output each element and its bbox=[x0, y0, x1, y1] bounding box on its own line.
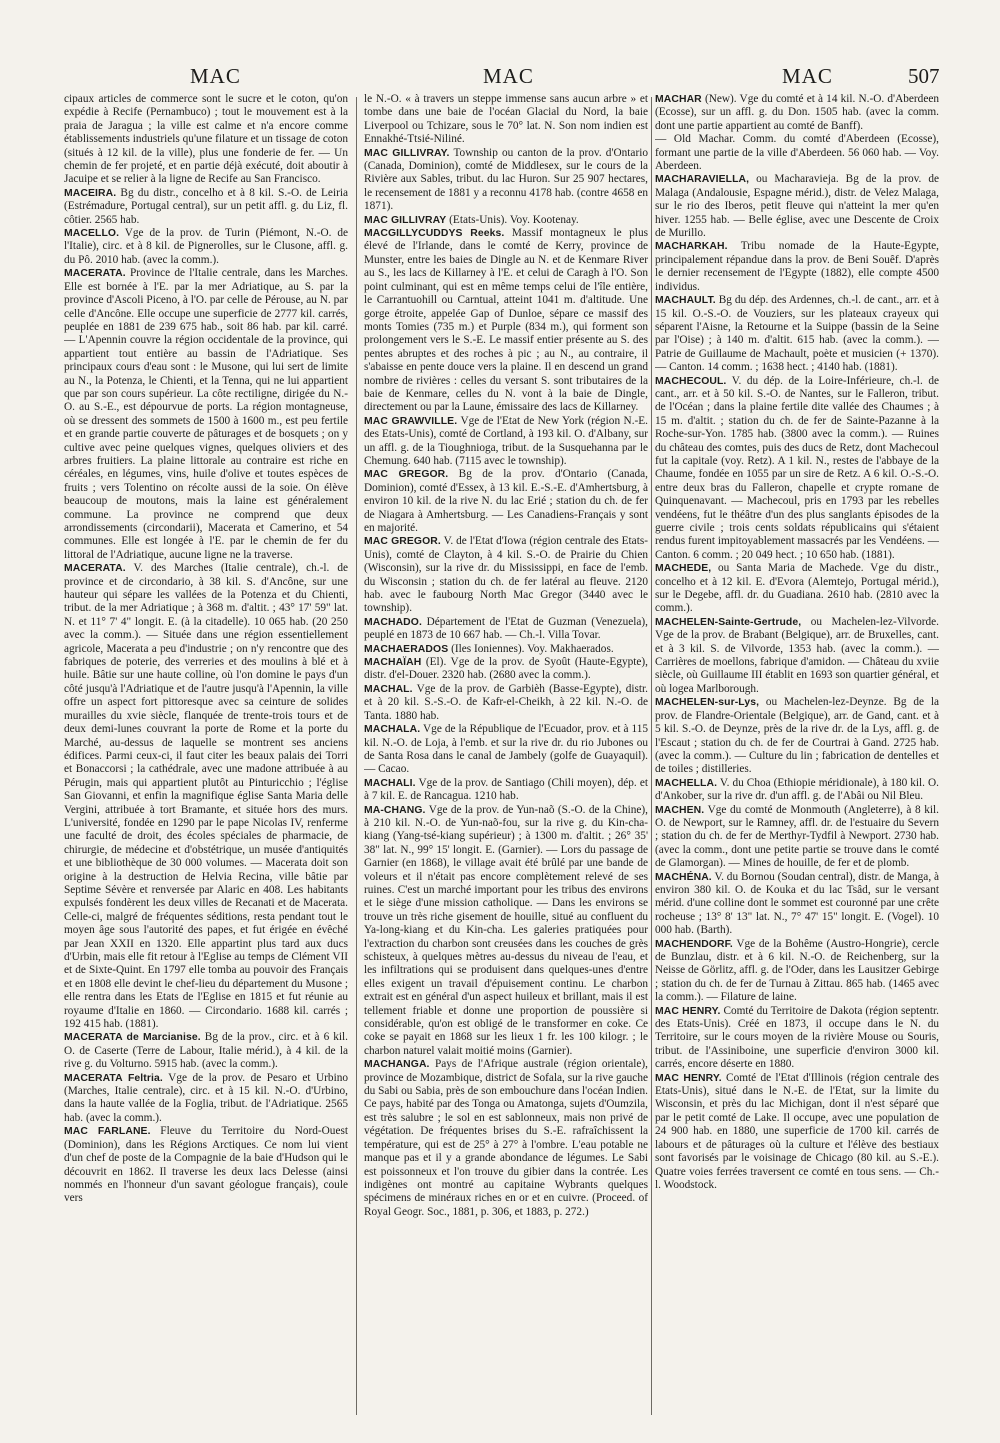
running-head-left: MAC bbox=[190, 64, 241, 88]
dictionary-entry bbox=[655, 871, 939, 938]
entry-headword: MACERATA. bbox=[64, 268, 126, 280]
entry-text: Tribu nomade de la Haute-Egypte, principalement répandue dans la prov. de Beni Souêf. D'après le dernier recensement de l'Egypte (1882), elle compte 4500 individus. bbox=[655, 240, 939, 293]
dictionary-entry bbox=[64, 93, 348, 187]
entry-headword: MAC GREGOR. bbox=[364, 536, 441, 548]
entry-text: Fleuve du Territoire du Nord-Ouest (Dominion), dans les Régions Arctiques. Ce nom lui vient d'un chef de poste de la Compagnie de la baie d'Hudson qui le découvrit en 1862. Il traverse les deux lacs Delesse (ainsi nommés en l'honneur d'un savant géologue français), coule vers bbox=[64, 1125, 348, 1205]
dictionary-entry bbox=[364, 723, 648, 777]
entry-text: le N.-O. « à travers un steppe immense sans aucun arbre » et tombe dans une baie de l'océan Glacial du Nord, la baie Liverpool ou Tchizare, sous le 70° lat. N. Son nom indien est Ennakhé-Ttsié-Niliné. bbox=[364, 93, 648, 146]
entry-text: Vge de la prov. de Yun-naõ (S.-O. de la Chine), à 210 kil. N.-O. de Yun-naõ-fou, sur la rive g. du Kin-cha-kiang (Yang-tsé-kiang supérieur) ; à 1300 m. d'altit. ; 26° 35' 38" lat. N., 99° 15' longit. E. (Garnier). — Lors du passage de Garnier (en 1868), le village avait été brûlé par une bande de voleurs et il n'était pas encore complètement relevé de ses ruines. C'est un marché important pour les tribus des environs et le siège d'une mission catholique. — Dans les environs se trouve un très riche gisement de houille, situé au confluent du Ya-long-kiang et du Kin-cha. Les galeries pratiquées pour l'extraction du charbon sont creusées dans les couches de grès schisteux, à quelques mètres au-dessus du niveau de l'eau, et les infiltrations qui se produisent dans quelques-unes d'entre elles exigent un travail d'épuisement continu. Le charbon extrait est en général d'un aspect huileux et brillant, mais il est tellement friable et donne une proportion de poussière si considérable, qu'on est obligé de le transformer en coke. Ce coke se payait en 1868 sur les lieux 1 fr. les 100 kilogr. ; le charbon naturel valait moitié moins (Garnier). bbox=[364, 803, 648, 1057]
entry-text: (El). Vge de la prov. de Syoût (Haute-Egypte), distr. d'el-Douer. 2320 hab. (2680 avec la comm.). bbox=[364, 656, 648, 682]
entry-headword: MACEIRA. bbox=[64, 187, 117, 199]
dictionary-entry bbox=[655, 93, 939, 133]
entry-headword: MACHARAVIELLA, bbox=[655, 174, 750, 186]
dictionary-entry bbox=[364, 214, 648, 227]
entry-text: (New). Vge du comté et à 14 kil. N.-O. d'Aberdeen (Ecosse), sur un affl. g. du Don. 1505 hab. (avec la comm. dont une partie appartient au comté de Banff). bbox=[655, 93, 939, 132]
dictionary-entry bbox=[655, 375, 939, 563]
entry-headword: MACHANGA. bbox=[364, 1059, 430, 1071]
entry-headword: MACHAULT. bbox=[655, 295, 716, 307]
entry-text: Bg du dép. des Ardennes, ch.-l. de cant., arr. et à 15 kil. O.-S.-O. de Vouziers, sur les plateaux crayeux qui séparent l'Aisne, la Retourne et la Suippe (bassin de la Seine par l'Oise) ; à 140 m. d'altit. 615 hab. (avec la comm.). — Patrie de Guillaume de Machault, poète et musicien (+ 1370). — Canton. 14 comm. ; 1638 hect. ; 4140 hab. (1881). bbox=[655, 294, 939, 374]
entry-headword: MACHAERADOS bbox=[364, 643, 449, 655]
entry-text: Vge de la Bohême (Austro-Hongrie), cercle de Bunzlau, distr. et à 6 kil. N.-O. de Reichenberg, sur la Neisse de Görlitz, affl. g. de l'Oder, dans les Lausitzer Gebirge ; station du ch. de fer de Turnau à Zittau. 865 hab. (1465 avec la comm.). — Filature de laine. bbox=[655, 937, 939, 1004]
dictionary-entry bbox=[64, 1125, 348, 1205]
dictionary-entry bbox=[364, 643, 648, 656]
entry-headword: MACHAL. bbox=[364, 683, 413, 695]
dictionary-entry bbox=[364, 1058, 648, 1219]
dictionary-entry bbox=[655, 133, 939, 173]
entry-text: Bg du distr., concelho et à 8 kil. S.-O. de Leiria (Estrémadure, Portugal central), sur un petit affl. g. du Liz, fl. côtier. 2565 hab. bbox=[64, 186, 348, 226]
column-right bbox=[655, 93, 939, 1418]
dictionary-entry bbox=[655, 1005, 939, 1072]
entry-headword: MAC GILLIVRAY bbox=[364, 214, 447, 226]
entry-headword: MACHEDE, bbox=[655, 563, 712, 575]
entry-headword: MAC GRAWVILLE. bbox=[364, 415, 458, 427]
column-divider bbox=[356, 97, 357, 1415]
column-divider bbox=[651, 97, 652, 1415]
entry-headword: MACHÉNA. bbox=[655, 871, 712, 883]
dictionary-entry bbox=[64, 227, 348, 267]
entry-headword: MACHELLA. bbox=[655, 777, 718, 789]
entry-text: — Old Machar. Comm. du comté d'Aberdeen (Ecosse), formant une partie de la ville d'Aberdeen. 56 060 hab. — Voy. Aberdeen. bbox=[655, 133, 939, 173]
dictionary-entry bbox=[64, 267, 348, 562]
entry-text: ou Santa Maria de Machede. Vge du distr., concelho et à 12 kil. E. d'Evora (Alemtejo, Portugal mérid.), sur le Degebe, affl. dr. du Guadiana. 2610 hab. (2810 avec la comm.). bbox=[655, 562, 939, 615]
entry-headword: MACHAÏAH bbox=[364, 657, 422, 669]
dictionary-entry bbox=[655, 777, 939, 804]
dictionary-entry bbox=[364, 777, 648, 804]
dictionary-entry bbox=[364, 147, 648, 214]
dictionary-entry bbox=[655, 294, 939, 374]
entry-headword: MACHARKAH. bbox=[655, 241, 728, 253]
dictionary-entry bbox=[364, 683, 648, 723]
entry-text: V. du Choa (Ethiopie méridionale), à 180 kil. O. d'Ankober, sur la rive dr. d'un affl. g. de l'Abâi ou Nil Bleu. bbox=[655, 776, 939, 803]
entry-headword: MACHELEN-Sainte-Gertrude, bbox=[655, 616, 802, 628]
entry-text: Massif montagneux le plus élevé de l'Irlande, dans le comté de Kerry, province de Munster, entre les baies de Dingle au N. et de Kenmare River au S., les lacs de Killarney à l'E. et celui de Caragh à l'O. Son point culminant, qui est en même temps celui de l'île entière, le Carrantuohill ou Carntual, atteint 1041 m. d'altitude. Une gorge étroite, appelée Gap of Dunloe, sépare ce massif des monts Tomies (735 m.) et Purple (834 m.), qui forment son prolongement vers le S.-E. Le massif entier présente au S. des pentes abruptes et des roches à pic ; au N., au contraire, il s'abaisse en pente douce vers la plaine. Il en descend un grand nombre de rivières : celles du versant S. sont tributaires de la baie de Kenmare, celles du N. vont à la baie de Dingle, directement ou par la Laune, émissaire des lacs de Killarney. bbox=[364, 227, 648, 414]
running-head-center: MAC bbox=[483, 64, 534, 88]
entry-headword: MACHALI. bbox=[364, 777, 416, 789]
entry-text: Vge du comté de Monmouth (Angleterre), à 8 kil. O. de Newport, sur le Ramney, affl. dr. de l'estuaire du Severn ; station du ch. de fer de Merthyr-Tydfil à Newport. 2730 hab. (avec la comm., dont une petite partie se trouve dans le comté de Glamorgan). — Mines de houille, de fer et de plomb. bbox=[655, 803, 939, 870]
dictionary-entry bbox=[655, 696, 939, 776]
running-head-right: MAC bbox=[782, 64, 833, 88]
entry-text: (Etats-Unis). Voy. Kootenay. bbox=[449, 213, 579, 226]
dictionary-entry bbox=[655, 1072, 939, 1193]
dictionary-entry bbox=[364, 535, 648, 615]
entry-headword: MACHADO. bbox=[364, 616, 422, 628]
column-left bbox=[64, 93, 348, 1418]
dictionary-entry bbox=[655, 616, 939, 696]
dictionary-entry bbox=[64, 187, 348, 227]
entry-headword: MA-CHANG. bbox=[364, 804, 426, 816]
running-header bbox=[0, 64, 1000, 90]
entry-text: Vge de la prov. de Santiago (Chili moyen), dép. et à 7 kil. E. de Rancagua. 1210 hab. bbox=[364, 776, 648, 803]
entry-text: ou Machelen-lez-Deynze. Bg de la prov. de Flandre-Orientale (Belgique), arr. de Gand, cant. et à 5 kil. S.-O. de Deynze, près de la rive dr. de la Lys, affl. g. de l'Escaut ; station du ch. de fer de Courtrai à Gand. 2725 hab. (avec la comm.). — Culture du lin ; fabrication de dentelles et de toiles ; distilleries. bbox=[655, 696, 939, 776]
entry-text: V. du Bornou (Soudan central), distr. de Manga, à environ 380 kil. O. de Kouka et du lac Tsâd, sur le versant mérid. d'une colline dont le sommet est couronné par une crête rocheuse ; 13° 8' 13" lat. N., 7° 47' 15" longit. E. (Vogel). 10 000 hab. (Barth). bbox=[655, 870, 939, 937]
dictionary-entry bbox=[655, 240, 939, 294]
entry-headword: MACERATA de Marcianise. bbox=[64, 1032, 201, 1044]
entry-text: Province de l'Italie centrale, dans les Marches. Elle est bornée à l'E. par la mer Adriatique, au S. par la province d'Ascoli Piceno, à l'O. par celle de Pérouse, au N. par celle d'Ancône. Elle occupe une superficie de 2777 kil. carrés, peuplée en 1881 de 239 675 hab., soit 86 hab. par kil. carré. — L'Apennin couvre la région occidentale de la province, qui appartient tout entière au bassin de l'Adriatique. Ses principaux cours d'eau sont : le Musone, qui lui sert de limite au N., la Potenza, le Chienti, et la Tenna, qui ne lui appartient que par son cours supérieur. La côte rectiligne, dirigée du N.-O. au S.-E., est dépourvue de ports. La région montagneuse, où se dressent des sommets de 1500 à 1600 m., est peu fertile et en grande partie couverte de pâturages et de bosquets ; on y cultive avec peine quelques vignes, quelques oliviers et des arbres fruitiers. La plaine littorale au contraire est riche en céréales, en légumes, vins, huile d'olive et toutes espèces de fruits ; vers Tolentino on récolte aussi de la soie. On élève beaucoup de moutons, mais la laine est généralement commune. La province ne comprend que deux arrondissements (circondarii), Macerata et Camerino, et 54 communes. Elle est longée à l'E. par le chemin de fer du littoral de l'Adriatique, aucune ligne ne la traverse. bbox=[64, 267, 348, 561]
entry-text: cipaux articles de commerce sont le sucre et le coton, qu'on expédie à Recife (Pernambuco) ; tout le mouvement est à la praia de Jaragua ; la ville est calme et n'a encore comme établissements industriels qu'une filature et un tissage de coton (situés à 12 kil. de la ville), plus une fonderie de fer. — Un chemin de fer projeté, et en partie déjà exécuté, doit aboutir à Jacuipe et se relier à la ligne de Recife au San Francisco. bbox=[64, 93, 348, 186]
entry-text: Pays de l'Afrique australe (région orientale), province de Mozambique, district de Sofala, sur la rive gauche du Sabi ou Sabia, près de son embouchure dans l'océan Indien. Ce pays, habité par des Tonga ou Amatonga, sujets d'Oumzila, est très salubre ; le sol en est sablonneux, mais non privé de végétation. De fréquentes brises du S.-E. rafraîchissent la température, qui est de 25° à 27° à l'ombre. L'eau potable ne manque pas et il y a grande abondance de légumes. Le Sabi est poissonneux et l'on trouve du gibier dans la contrée. Les indigènes ont montré au capitaine Wybrants quelques spécimens de minéraux riches en or et en cuivre. (Proceed. of Royal Geogr. Soc., 1881, p. 306, et 1883, p. 272.) bbox=[364, 1058, 648, 1218]
entry-headword: MACHALA. bbox=[364, 724, 421, 736]
entry-text: ou Machelen-lez-Vilvorde. Vge de la prov. de Brabant (Belgique), arr. de Bruxelles, cant. et à 3 kil. S. de Vilvorde, 1353 hab. (avec la comm.). — Carrières de moellons, fabrique d'amidon. — Château du xviie siècle, où Guillaume III établit en 1693 son quartier général, et où logea Marlborough. bbox=[655, 615, 939, 695]
entry-text: Vge de la prov. de Pesaro et Urbino (Marches, Italie centrale), circ. et à 15 kil. N.-O. d'Urbino, dans la haute vallée de la Foglia, tribut. de l'Adriatique. 2565 hab. (avec la comm.). bbox=[64, 1071, 348, 1124]
entry-headword: MAC GREGOR. bbox=[364, 469, 449, 481]
entry-text: (Iles Ioniennes). Voy. Makhaerados. bbox=[451, 642, 614, 655]
dictionary-entry bbox=[364, 656, 648, 683]
entry-text: V. de l'Etat d'Iowa (région centrale des Etats-Unis), comté de Clayton, à 4 kil. S.-O. de Prairie du Chien (Wisconsin), sur la rive dr. du Mississippi, en face de l'emb. du Wisconsin ; station du ch. de fer latéral au fleuve. 2120 hab. avec le faubourg North Mac Gregor (3440 avec le township). bbox=[364, 535, 648, 615]
entry-text: Vge de l'Etat de New York (région N.-E. des Etats-Unis), comté de Cortland, à 193 kil. O. d'Albany, sur un affl. g. de la Tioughnioga, tribut. de la Susquehanna par le Chemung. 640 hab. (7115 avec le township). bbox=[364, 414, 648, 467]
dictionary-entry bbox=[364, 616, 648, 643]
dictionary-entry bbox=[655, 562, 939, 616]
entry-headword: MACERATA. bbox=[64, 563, 126, 575]
entry-headword: MACHELEN-sur-Lys, bbox=[655, 697, 760, 709]
entry-headword: MACERATA Feltria. bbox=[64, 1072, 163, 1084]
entry-text: Comté de l'Etat d'Illinois (région centrale des Etats-Unis), situé dans le N.-E. de l'Etat, sur la limite du Wisconsin, et près du lac Michigan, dont il n'est séparé que par le petit comté de Lake. Il occupe, avec une population de 24 900 hab. en 1880, une superficie de 1700 kil. carrés de labours et de pâturages où la culture et l'élève des bestiaux sont favorisés par le voisinage de Chicago (80 kil. au S.-E.). Quatre voies ferrées traversent ce comté en tous sens. — Ch.-l. Woodstock. bbox=[655, 1071, 939, 1191]
entry-text: Township ou canton de la prov. d'Ontario (Canada, Dominion), comté de Middlesex, sur le cours de la Rivière aux Sables, tribut. du lac Huron. Sur 25 907 hectares, le recensement de 1881 y a reconnu 4178 hab. (contre 4658 en 1871). bbox=[364, 146, 648, 213]
dictionary-entry bbox=[64, 562, 348, 1031]
entry-text: Vge de la prov. de Garbièh (Basse-Egypte), distr. et à 20 kil. S.-S.-O. de Kafr-el-Cheikh, à 22 kil. N.-O. de Tanta. 1880 hab. bbox=[364, 682, 648, 722]
dictionary-entry bbox=[655, 173, 939, 240]
entry-text: Vge de la prov. de Turin (Piémont, N.-O. de l'Italie), circ. et à 8 kil. de Pignerolles, sur le Clusone, affl. g. du Pô. 2010 hab. (avec la comm.). bbox=[64, 227, 348, 266]
dictionary-entry bbox=[364, 468, 648, 535]
entry-headword: MAC GILLIVRAY. bbox=[364, 147, 450, 159]
dictionary-entry bbox=[364, 227, 648, 415]
dictionary-entry bbox=[655, 938, 939, 1005]
dictionary-entry bbox=[655, 804, 939, 871]
dictionary-entry bbox=[64, 1072, 348, 1126]
entry-headword: MACGILLYCUDDYS Reeks. bbox=[364, 228, 505, 240]
entry-text: V. des Marches (Italie centrale), ch.-l. de province et de circondario, à 38 kil. S. d'Ancône, sur une hauteur qui sépare les vallées de la Potenza et du Chienti, tribut. de la mer Adriatique ; à 368 m. d'altit. ; 43° 17' 59" lat. N. et 11° 7' 4" longit. E. (à la citadelle). 10 065 hab. (20 250 avec la comm.). — Située dans une région essentiellement agricole, Macerata a peu d'industrie ; on n'y rencontre que des fabriques de poterie, des verreries et des moulins à blé et à huile. Bâtie sur une haute colline, où l'on domine le pays d'un côté jusqu'à l'Adriatique et de l'autre jusqu'à l'Apennin, la ville offre un aspect fort pittoresque avec sa ceinture de solides murailles du xvie siècle, flanquée de trente-trois tours et de deux demi-lunes couvrant la porte de Rome et la porte du Marché, au-dessus de laquelle se montrent ses anciens édifices. Parmi ceux-ci, il faut citer les beaux palais dei Torri et Bonaccorsi ; la cathédrale, avec une madone attribuée à au Pérugin, mais qui appartient plutôt au Pinturicchio ; l'église San Giovanni, et enfin la magnifique église Santa Maria delle Vergini, attribuée à tort Bramante, et située hors des murs. L'université, fondée en 1290 par le pape Nicolas IV, renferme une faculté de droit, des écoles spéciales de pharmacie, de chirurgie, de médecine et d'obstétrique, un musée d'antiquités et une bibliothèque de 30 000 volumes. — Macerata doit son origine à la destruction de Helvia Recina, ville bâtie par Septime Sévère et renversée par Alaric en 408. Les habitants expulsés fondèrent les deux villes de Recanati et de Macerata. Celle-ci, malgré de fréquentes séditions, resta pendant tout le moyen âge sous l'autorité des papes, et fut érigée en évêché par Jean XXII en 1320. Elle appartint plus tard aux ducs d'Urbin, mais elle fit retour à l'Eglise au temps de Clément VII et de Sixte-Quint. En 1797 elle tomba au pouvoir des Français et en 1808 elle devint le chef-lieu du département du Musone ; elle rentra dans les Etats de l'Eglise en 1815 et fut réunie au royaume d'Italie en 1860. — Circondario. 1688 kil. carrés ; 192 415 hab. (1881). bbox=[64, 562, 348, 1031]
entry-text: V. du dép. de la Loire-Inférieure, ch.-l. de cant., arr. et à 50 kil. S.-O. de Nantes, sur le Falleron, tribut. de l'Océan ; dans la plaine fertile dite vallée des Chaumes ; à 15 m. d'altit. ; station du ch. de fer de Sainte-Pazanne à la Roche-sur-Yon. 1785 hab. (3800 avec la comm.). — Ruines du château des comtes, puis des ducs de Retz, dont Machecoul fut la capitale (voy. Retz). A 1 kil. N., restes de l'abbaye de la Chaume, fondée en 1055 par un sire de Retz. A 6 kil. O.-S.-O. entre deux bras du Falleron, chapelle et crypte romane de Quinquenavant. — Machecoul, pris en 1793 par les rebelles vendéens, fut le théâtre d'un des plus sanglants épisodes de la guerre civile ; trois cents soldats républicains qui s'étaient rendus furent impitoyablement massacrés par les Vendéens. — Canton. 6 comm. ; 20 049 hect. ; 10 650 hab. (1881). bbox=[655, 374, 939, 561]
entry-headword: MACHAR bbox=[655, 94, 702, 105]
entry-text: ou Macharavieja. Bg de la prov. de Malaga (Andalousie, Espagne mérid.), distr. de Velez Malaga, sur le rio des Iberos, petit fleuve qui n'atteint la mer qu'en hiver. 1255 hab. — Belle église, avec une Descente de Croix de Murillo. bbox=[655, 173, 939, 240]
entry-text: Comté du Territoire de Dakota (région septentr. des Etats-Unis). Créé en 1873, il occupe dans le N. du Territoire, sur le cours moyen de la rivière Mouse ou Souris, tribut. de l'Assiniboine, une superficie d'environ 3000 kil. carrés, encore déserte en 1880. bbox=[655, 1004, 939, 1071]
entry-text: Département de l'Etat de Guzman (Venezuela), peuplé en 1873 de 10 667 hab. — Ch.-l. Villa Tovar. bbox=[364, 615, 648, 642]
page-number: 507 bbox=[908, 64, 940, 88]
column-middle bbox=[364, 93, 648, 1418]
entry-headword: MAC HENRY. bbox=[655, 1005, 721, 1017]
entry-headword: MACHENDORF. bbox=[655, 938, 733, 950]
entry-text: Vge de la République de l'Ecuador, prov. et à 115 kil. N.-O. de Loja, à l'emb. et sur la rive dr. du rio Jubones ou de Santa Rosa dans le canal de Jambely (golfe de Guayaquil). — Cacao. bbox=[364, 723, 648, 776]
entry-headword: MAC FARLANE. bbox=[64, 1126, 151, 1138]
entry-headword: MACHEN. bbox=[655, 804, 705, 816]
dictionary-entry bbox=[364, 93, 648, 147]
entry-headword: MACELLO. bbox=[64, 228, 120, 240]
dictionary-entry bbox=[364, 804, 648, 1059]
entry-headword: MACHECOUL. bbox=[655, 375, 727, 387]
entry-text: Bg de la prov., circ. et à 6 kil. O. de Caserte (Terre de Labour, Italie mérid.), à 4 kil. de la rive g. du Volturno. 5915 hab. (avec la comm.). bbox=[64, 1031, 348, 1071]
entry-headword: MAC HENRY. bbox=[655, 1072, 722, 1084]
dictionary-entry bbox=[364, 415, 648, 469]
dictionary-entry bbox=[64, 1031, 348, 1071]
entry-text: Bg de la prov. d'Ontario (Canada, Dominion), comté d'Essex, à 13 kil. E.-S.-E. d'Amhertsburg, à environ 10 kil. de la rive N. du lac Erié ; station du ch. de fer de Niagara à Amhertsburg. — Les Canadiens-Français y sont en majorité. bbox=[364, 468, 648, 534]
